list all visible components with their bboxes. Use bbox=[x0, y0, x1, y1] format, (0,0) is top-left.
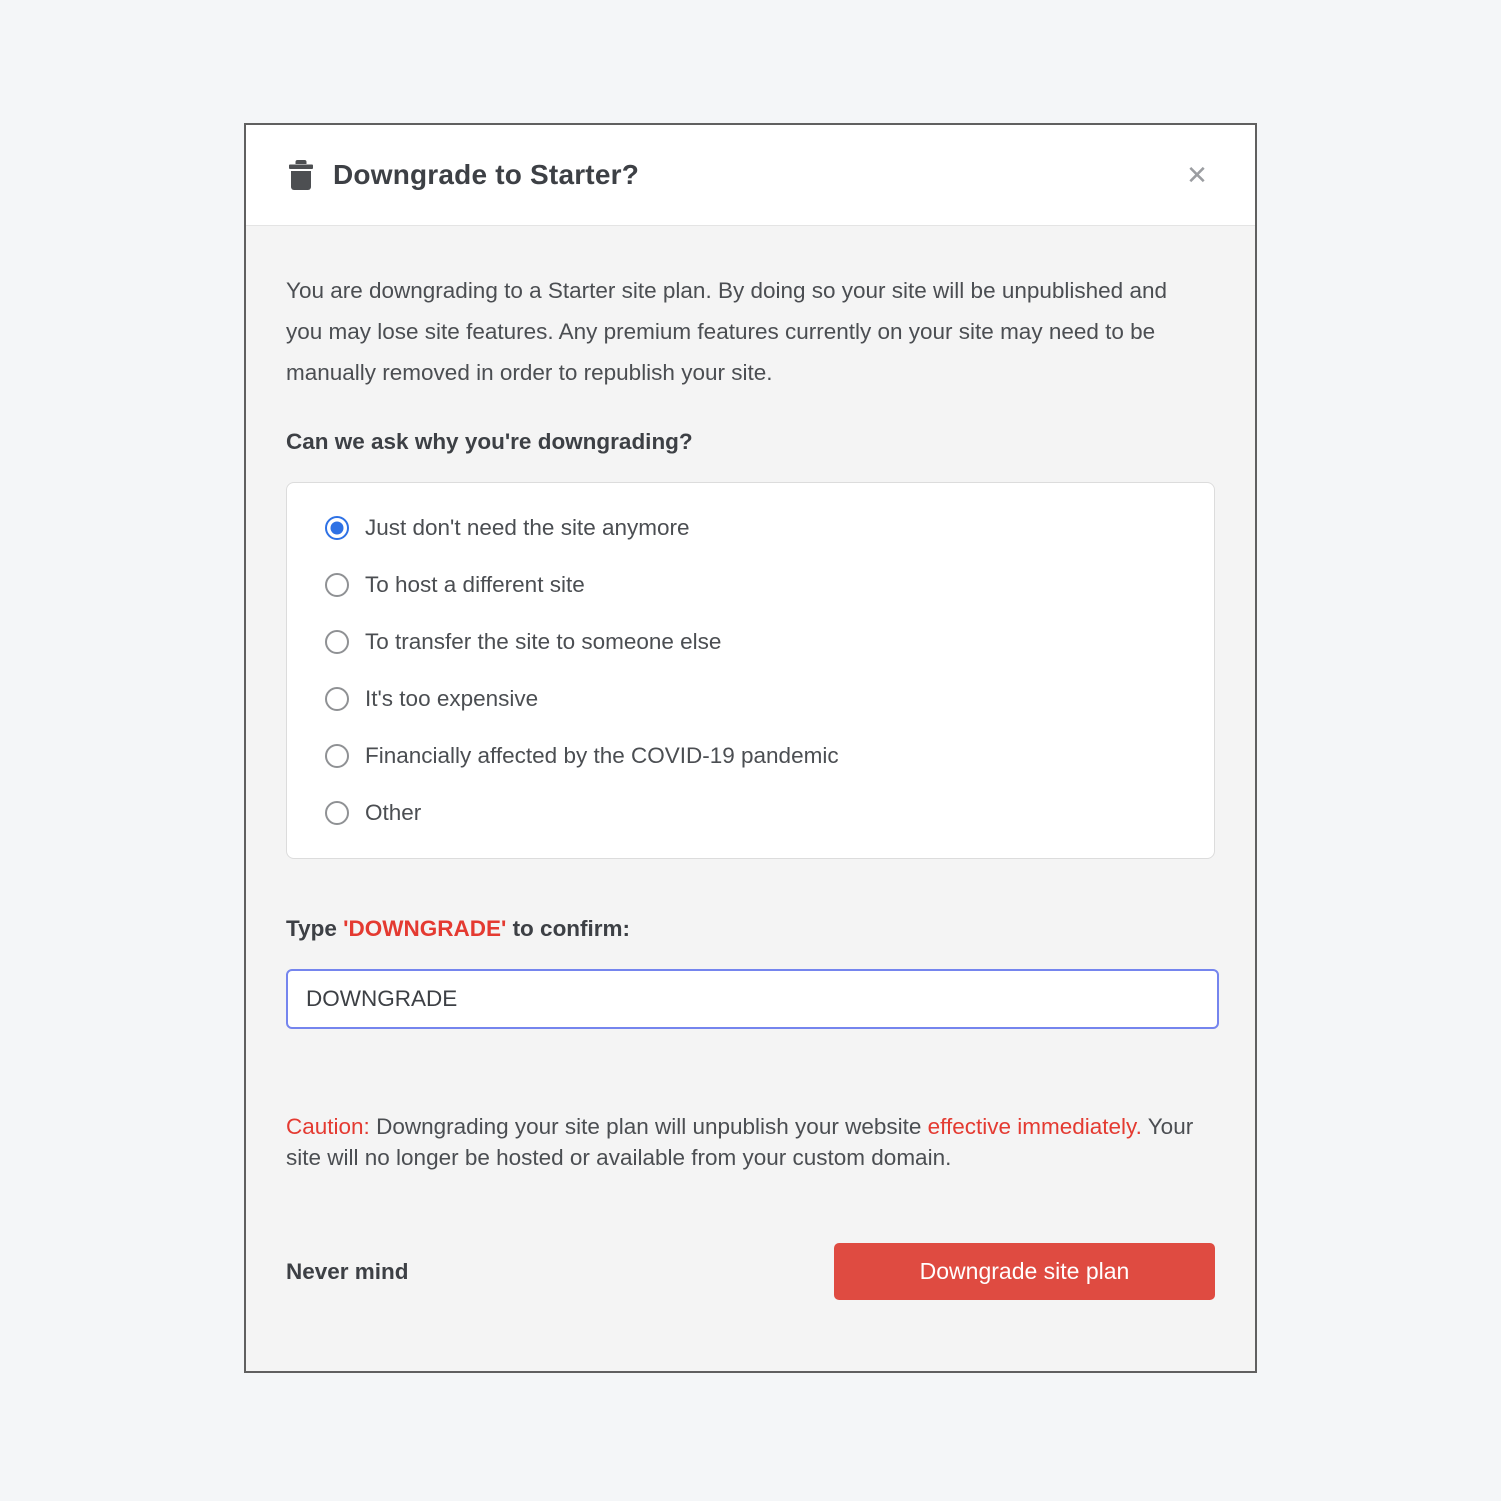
downgrade-modal bbox=[244, 123, 1257, 1373]
reason-option-host-different[interactable] bbox=[325, 570, 1176, 600]
option-label: It's too expensive bbox=[365, 686, 539, 711]
caution-body-2: Your site will no longer be hosted or available from your custom domain. bbox=[286, 1114, 1194, 1170]
option-label: To transfer the site to someone else bbox=[365, 629, 722, 654]
option-label: Other bbox=[365, 800, 422, 825]
downgrade-site-plan-button[interactable]: Downgrade site plan bbox=[834, 1243, 1215, 1300]
confirm-instruction bbox=[286, 916, 1215, 942]
radio-icon[interactable] bbox=[325, 687, 349, 711]
modal-footer bbox=[286, 1243, 1215, 1300]
modal-header bbox=[246, 125, 1255, 226]
confirm-keyword: 'DOWNGRADE' bbox=[343, 916, 507, 941]
modal-title: Downgrade to Starter? bbox=[333, 159, 640, 190]
caution-label: Caution: bbox=[286, 1114, 370, 1139]
reason-option-too-expensive[interactable] bbox=[325, 684, 1176, 714]
trash-icon bbox=[286, 159, 316, 191]
radio-icon[interactable] bbox=[325, 801, 349, 825]
reason-options-group bbox=[286, 482, 1215, 859]
confirm-prefix: Type bbox=[286, 916, 344, 941]
close-icon[interactable]: ✕ bbox=[1186, 160, 1208, 190]
confirm-suffix: to confirm: bbox=[506, 916, 631, 941]
radio-icon[interactable] bbox=[325, 744, 349, 768]
caution-highlight: effective immediately. bbox=[927, 1114, 1142, 1139]
option-label: To host a different site bbox=[365, 572, 585, 597]
option-label: Financially affected by the COVID-19 pandemic bbox=[365, 743, 839, 768]
radio-icon[interactable] bbox=[325, 573, 349, 597]
caution-text bbox=[286, 1111, 1215, 1173]
downgrade-question: Can we ask why you're downgrading? bbox=[286, 429, 693, 454]
reason-option-dont-need[interactable] bbox=[325, 513, 1176, 543]
intro-text: You are downgrading to a Starter site plan. By doing so your site will be unpublished and you may lose site features. Any premium features currently on your site may need to be manually removed in order to republish your site. bbox=[286, 278, 1167, 385]
never-mind-button[interactable]: Never mind bbox=[286, 1258, 409, 1284]
radio-icon[interactable] bbox=[325, 630, 349, 654]
reason-option-transfer[interactable] bbox=[325, 627, 1176, 657]
modal-body bbox=[246, 226, 1255, 1300]
option-label: Just don't need the site anymore bbox=[365, 515, 690, 540]
reason-option-covid[interactable] bbox=[325, 741, 1176, 771]
caution-body-1: Downgrading your site plan will unpublish your website bbox=[369, 1114, 928, 1139]
radio-selected-icon[interactable] bbox=[325, 516, 349, 540]
confirm-input[interactable] bbox=[286, 969, 1219, 1029]
reason-option-other[interactable] bbox=[325, 798, 1176, 828]
